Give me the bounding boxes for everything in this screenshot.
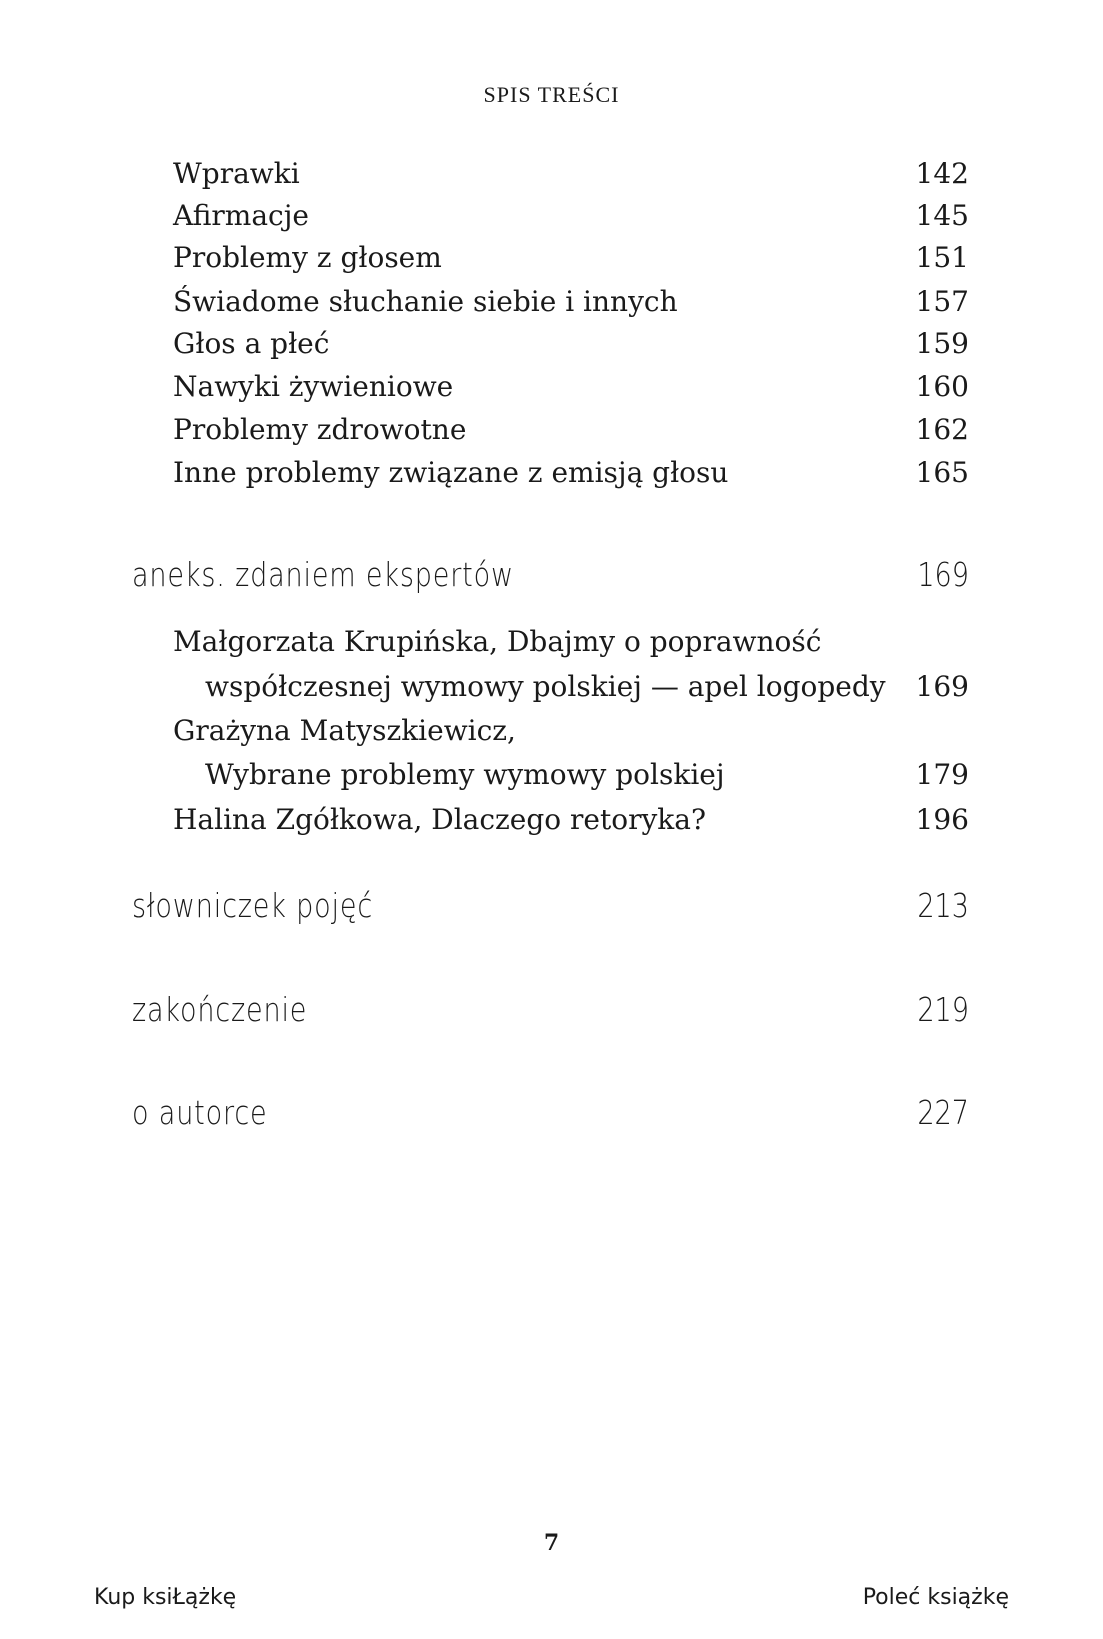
toc-chapter-page: 219 <box>917 990 969 1029</box>
toc-entry-label: Problemy z głosem <box>173 241 442 274</box>
annex-entry-line1: Grażyna Matyszkiewicz, <box>173 714 516 747</box>
toc-entry[interactable] <box>0 451 1103 495</box>
toc-entry-page: 142 <box>915 157 969 190</box>
toc-entry-page: 145 <box>915 199 969 232</box>
toc-entry-label: Nawyki żywieniowe <box>173 370 454 403</box>
toc-chapter-ending[interactable] <box>0 982 1103 1038</box>
annex-entry-line2: Wybrane problemy wymowy polskiej <box>205 758 725 791</box>
page-number: 7 <box>543 1530 560 1556</box>
annex-entry-line1: Halina Zgółkowa, Dlaczego retoryka? <box>173 803 706 836</box>
toc-chapter-page: 169 <box>917 555 969 594</box>
toc-entry[interactable] <box>0 280 1103 324</box>
toc-entry-page: 162 <box>915 413 969 446</box>
toc-entry-label: Wprawki <box>173 157 300 190</box>
toc-chapter-page: 213 <box>917 886 969 925</box>
annex-entry-line2: współczesnej wymowy polskiej — apel logopedy <box>205 670 886 703</box>
toc-entry-page: 157 <box>915 285 969 318</box>
annex-entry-page: 169 <box>915 670 969 703</box>
toc-entry-label: Świadome słuchanie siebie i innych <box>173 285 678 318</box>
annex-entry-line1: Małgorzata Krupińska, Dbajmy o poprawność <box>173 625 822 658</box>
toc-entry-page: 151 <box>915 241 969 274</box>
toc-entry[interactable] <box>0 194 1103 238</box>
buy-book-link[interactable]: Kup ksiŁążkę <box>94 1585 237 1610</box>
running-header: SPIS TREŚCI <box>483 82 620 107</box>
toc-entry-page: 160 <box>915 370 969 403</box>
annex-entry-title[interactable] <box>0 620 1103 664</box>
toc-chapter-label: o autorce <box>132 1093 268 1132</box>
toc-entry-label: Problemy zdrowotne <box>173 413 467 446</box>
toc-entry[interactable] <box>0 365 1103 409</box>
recommend-book-link[interactable]: Poleć książkę <box>862 1585 1009 1610</box>
annex-entry-continuation[interactable] <box>0 753 1103 797</box>
toc-entry-label: Afirmacje <box>173 199 309 232</box>
toc-entry-page: 165 <box>915 456 969 489</box>
toc-entry-label: Głos a płeć <box>173 327 330 360</box>
toc-chapter-annex[interactable] <box>0 547 1103 603</box>
toc-chapter-label: słowniczek pojęć <box>132 886 374 925</box>
toc-entry[interactable] <box>0 236 1103 280</box>
annex-entry-continuation[interactable] <box>0 665 1103 709</box>
annex-entry-title[interactable] <box>0 798 1103 842</box>
toc-entry[interactable] <box>0 152 1103 196</box>
toc-chapter-label: aneks. zdaniem ekspertów <box>132 555 514 594</box>
toc-chapter-author[interactable] <box>0 1085 1103 1141</box>
toc-entry[interactable] <box>0 322 1103 366</box>
toc-chapter-page: 227 <box>917 1093 969 1132</box>
annex-entry-page: 196 <box>915 803 969 836</box>
toc-chapter-label: zakończenie <box>132 990 308 1029</box>
toc-entry-label: Inne problemy związane z emisją głosu <box>173 456 729 489</box>
toc-chapter-glossary[interactable] <box>0 878 1103 934</box>
annex-entry-title[interactable] <box>0 709 1103 753</box>
annex-entry-page: 179 <box>915 758 969 791</box>
toc-entry-page: 159 <box>915 327 969 360</box>
toc-entry[interactable] <box>0 408 1103 452</box>
